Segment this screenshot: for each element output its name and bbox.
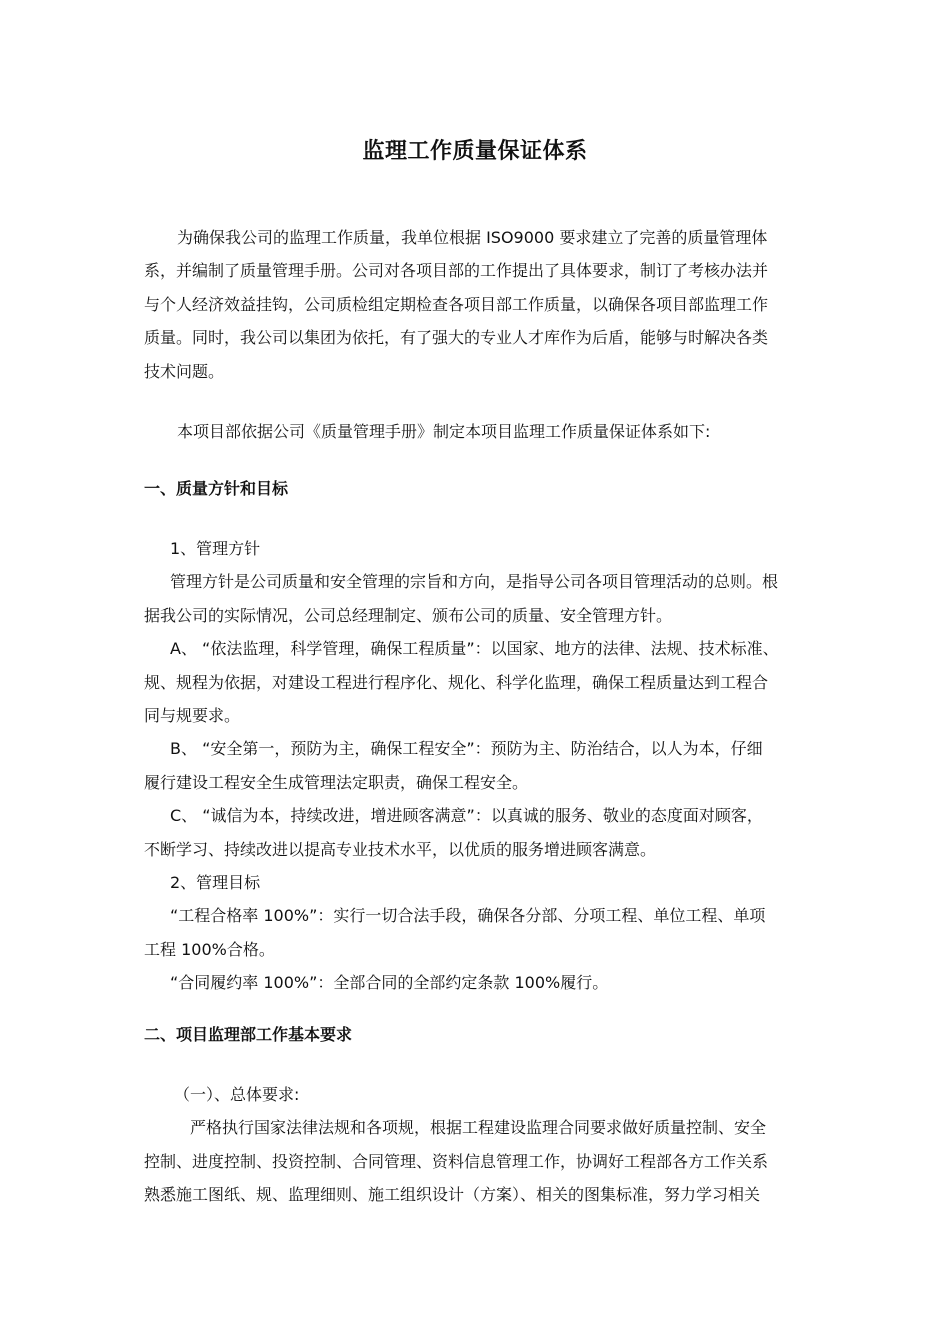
- subheading: 1、管理方针: [170, 539, 261, 558]
- text-line: B、 “安全第一，预防为主，确保工程安全”：预防为主、防治结合，以人为本，仔细: [170, 739, 763, 759]
- intro-paragraph: [144, 221, 814, 388]
- text-line: 与个人经济效益挂钩，公司质检组定期检查各项目部工作质量，以确保各项目部监理工作: [144, 294, 769, 314]
- intro-paragraph-2: [144, 415, 814, 448]
- text-line: 技术问题。: [144, 361, 225, 381]
- section-heading: 一、质量方针和目标: [144, 479, 289, 498]
- section-heading: 二、项目监理部工作基本要求: [144, 1025, 353, 1044]
- text-line: “工程合格率 100%”：实行一切合法手段，确保各分部、分项工程、单位工程、单项: [170, 906, 766, 926]
- text-line: 熟悉施工图纸、规、监理细则、施工组织设计（方案）、相关的图集标准，努力学习相关: [144, 1185, 761, 1205]
- text-line: 质量。同时，我公司以集团为依托，有了强大的专业人才库作为后盾，能够与时解决各类: [144, 328, 769, 348]
- subheading: 2、管理目标: [170, 872, 261, 892]
- text-line: 严格执行国家法律法规和各项规，根据工程建设监理合同要求做好质量控制、安全: [190, 1118, 767, 1138]
- text-line: “合同履约率 100%”：全部合同的全部约定条款 100%履行。: [170, 973, 609, 993]
- text-line: 系，并编制了质量管理手册。公司对各项目部的工作提出了具体要求，制订了考核办法并: [144, 261, 769, 281]
- text-line: 不断学习、持续改进以提高专业技术水平，以优质的服务增进顾客满意。: [144, 839, 657, 859]
- text-line: 管理方针是公司质量和安全管理的宗旨和方向，是指导公司各项目管理活动的总则。根: [170, 572, 779, 592]
- text-line: 规、规程为依据，对建设工程进行程序化、规化、科学化监理，确保工程质量达到工程合: [144, 672, 769, 692]
- text-line: 据我公司的实际情况，公司总经理制定、颁布公司的质量、安全管理方针。: [144, 605, 673, 625]
- text-line: 履行建设工程安全生成管理法定职责，确保工程安全。: [144, 772, 529, 792]
- subheading: （一）、总体要求:: [174, 1085, 300, 1104]
- text-line: 本项目部依据公司《质量管理手册》制定本项目监理工作质量保证体系如下:: [177, 422, 711, 441]
- text-line: 同与规要求。: [144, 705, 241, 725]
- text-line: A、 “依法监理，科学管理，确保工程质量”：以国家、地方的法律、法规、技术标准、: [170, 639, 779, 659]
- section-body: [144, 1078, 814, 1212]
- text-line: 工程 100%合格。: [144, 939, 275, 959]
- section-body: [144, 532, 814, 999]
- document-title: 监理工作质量保证体系: [362, 139, 588, 164]
- text-line: 控制、进度控制、投资控制、合同管理、资料信息管理工作，协调好工程部各方工作关系: [144, 1151, 769, 1171]
- text-line: 为确保我公司的监理工作质量，我单位根据 ISO9000 要求建立了完善的质量管理体: [177, 228, 768, 247]
- text-line: C、 “诚信为本，持续改进，增进顾客满意”：以真诚的服务、敬业的态度面对顾客，: [170, 806, 763, 826]
